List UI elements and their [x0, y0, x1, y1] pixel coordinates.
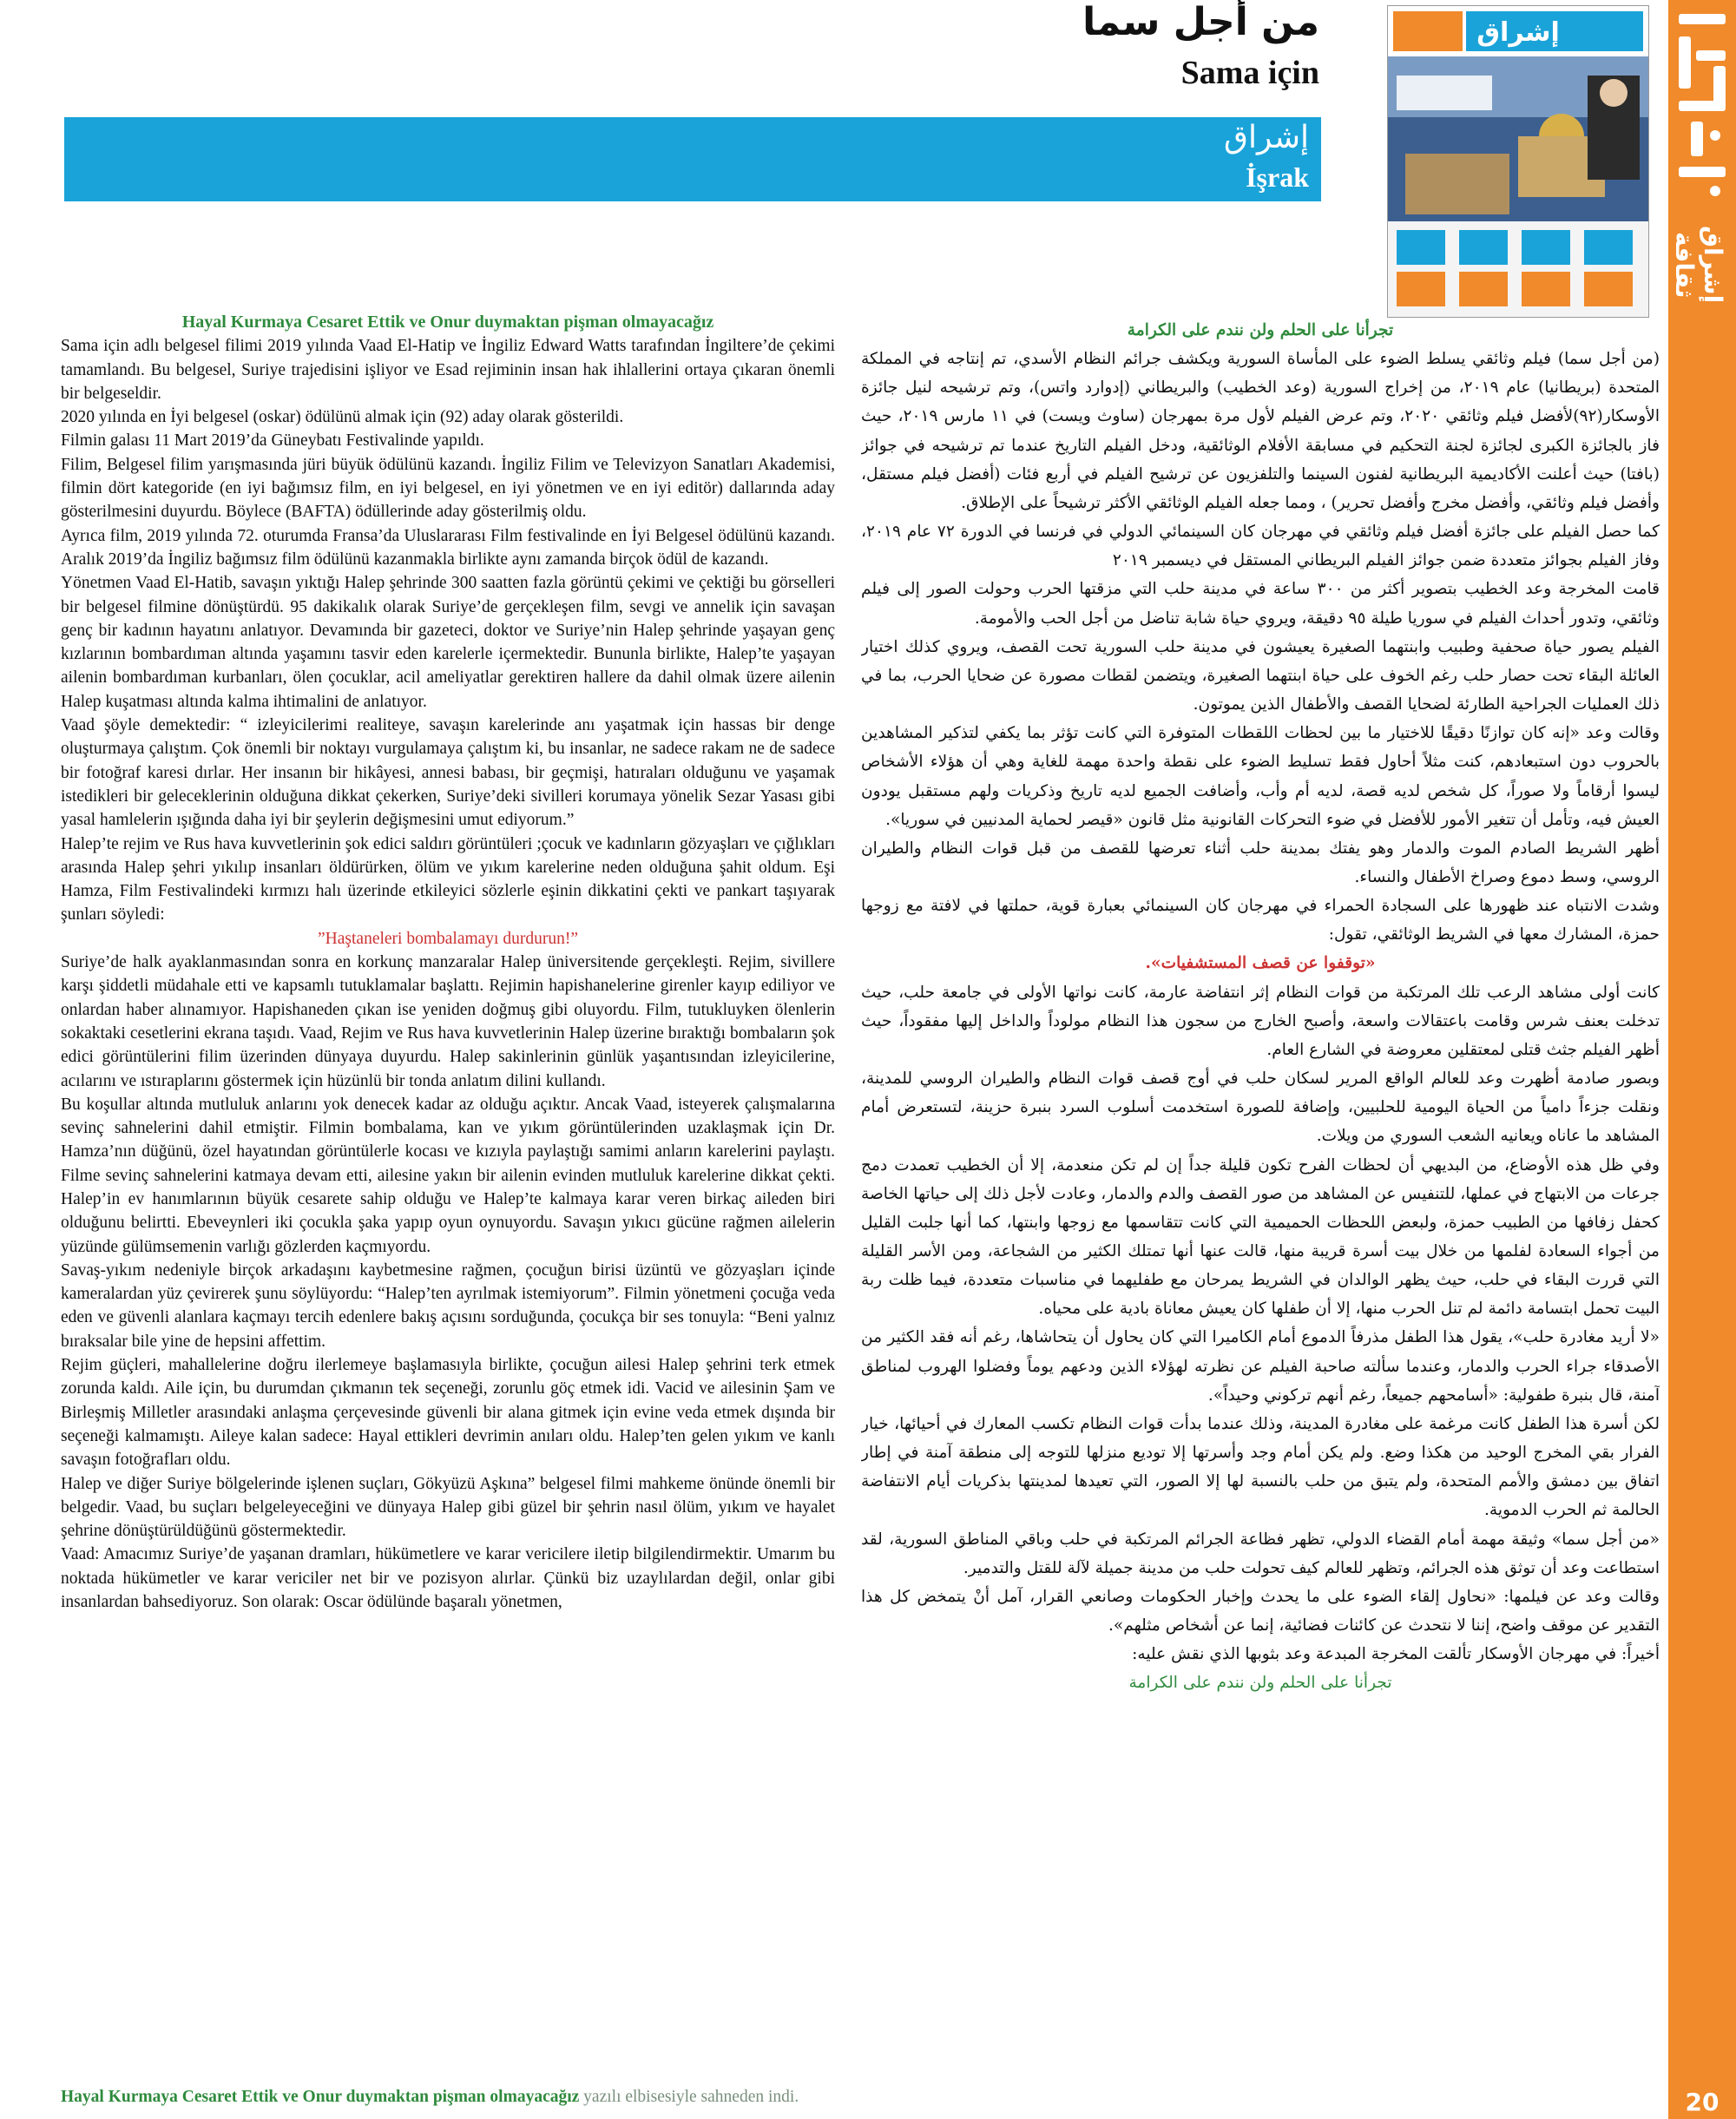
- paragraph: أخيراً: في مهرجان الأوسكار تألقت المخرجة المبدعة وعد بثوبها الذي نقش عليه:: [1132, 1645, 1660, 1664]
- paragraph: Vaad şöyle demektedir: “ izleyicilerimi realiteye, savaşın karelerinde anı yaşatmak için hassas bir denge oluşturmaya çalıştım. Çok önemli bir noktayı vurgulamaya çalıştım ki, bu insanlar, ne sadece rakam ne de sadece bir fotoğraf karesi dırlar. Her insanın bir hikâyesi, annesi babası, bir geçmişi, hatıraları olduğunu ve yaşamak istedikleri bir geleceklerinin olduğuna dikkat çekerken, Suriye’deki sivilleri korumaya yönelik Sezar Yasası gibi yasal hamlelerin ışığında daha iyi bir şeylerin değişmesini umut ediyorum.”: [61, 716, 835, 830]
- paragraph: Yönetmen Vaad El-Hatib, savaşın yıktığı Halep şehrinde 300 saatten fazla görüntü çekimi ve çektiği bu görselleri bir belgesel filmine dönüştürdü. 95 dakikalık olarak Suriye’de gerçekleşen film, sevgi ve annelik için savaşan genç bir kadının hayatını anlatıyor. Devamında bir gazeteci, doktor ve Suriye’nin Halep şehrinde yaşayan genç kızlarının bombardıman altında yaşamını tasvir eden karelerle içermektedir. Bununla birlikte, Halep’te yaşayan ailenin bombardıman kurbanları, ölen çocuklar, acil ameliyatlar gerektiren hallere da dahil olmak üzere ailenin Halep kuşatması altında kalma ihtimalini de anlatıyor.: [61, 574, 835, 711]
- arabic-article-footer: تجرأنا على الحلم ولن نندم على الكرامة: [1128, 1674, 1392, 1693]
- paragraph: وشدت الانتباه عند ظهورها على السجادة الحمراء في مهرجان كان السينمائي بعبارة قوية، حملتها في لافتة مع زوجها حمزة، المشارك معها في الشريط الوثائقي، تقول:: [861, 897, 1660, 944]
- magazine-logo: [1672, 5, 1733, 205]
- article-title-arabic: من أجل سما: [1082, 0, 1319, 44]
- turkish-article-footer: [61, 2088, 835, 2114]
- section-name-arabic: إشراق: [1224, 120, 1309, 155]
- turkish-article-heading: Hayal Kurmaya Cesaret Ettik ve Onur duymaktan pişman olmayacağız: [181, 313, 714, 332]
- paragraph: وقالت وعد «إنه كان توازنًا دقيقًا للاختيار ما بين لحظات اللقطات المتوفرة التي كانت تؤثر بما يكفي لتذكير المشاهدين بالحروب دون استبعادهم، كنت مثلاً أحاول فقط تسليط الضوء على نقطة واحدة مهمة للغاية وهي أن هؤلاء الأشخاص ليسوا أرقاماً ولا صوراً، كل شخص لديه قصة، لديه أم وأب، وأضافت الجميع لديه تاريخ وذكريات ولهم مستقبل يودون العيش فيه، وتأمل أن تتغير الأمور للأفضل في ضوء التحركات القانونية مثل قانون «قيصر لحماية المدنيين في سوريا».: [861, 724, 1660, 829]
- paragraph: Filmin galası 11 Mart 2019’da Güneybatı Festivalinde yapıldı.: [61, 431, 484, 451]
- paragraph: لكن أسرة هذا الطفل كانت مرغمة على مغادرة المدينة، وذلك عندما بدأت قوات النظام تكسب المعارك في أحيائها، خيار الفرار بقي المخرج الوحيد من هكذا وضع. ولم يكن أمام وجد وأسرتها إلا توديع منزلها للتوجه إلى منطقة آمنة في إطار اتفاق بين دمشق والأمم المتحدة، ولم يتبق من حلب بالنسبة لها إلا الصور، التي تعيدها لمدينتها بذكريات أيام الانتفاضة الحالمة ثم الحرب الدموية.: [861, 1414, 1660, 1520]
- paragraph: الفيلم يصور حياة صحفية وطبيب وابنتهما الصغيرة يعيشون في مدينة حلب السورية تحت القصف، ويروي كذلك اختيار العائلة البقاء تحت حصار حلب رغم الخوف على حياة ابنتهما الصغيرة، ويتضمن لقطات مصورة عن ضحايا الحرب، بما في ذلك العمليات الجراحية الطارئة لضحايا القصف والأطفال الذين يموتون.: [861, 637, 1660, 714]
- paragraph: Filim, Belgesel filim yarışmasında jüri büyük ödülünü kazandı. İngiliz Filim ve Televizyon Sanatları Akademisi, filmin dört kategoride (en iyi bağımsız film, en iyi belgesel, en iyi yönetmen ve en iyi editör) dallarında aday gösterilmesini duyurdu. Böylece (BAFTA) ödüllerinde aday gösterilmiş oldu.: [61, 455, 835, 522]
- arabic-article-heading: تجرأنا على الحلم ولن نندم على الكرامة: [1127, 321, 1394, 339]
- paragraph: كما حصل الفيلم على جائزة أفضل فيلم وثائقي في مهرجان كان السينمائي الدولي في فرنسا في الدورة ٧٢ عام ٢٠١٩، وفاز الفيلم بجوائز متعددة ضمن جوائز الفيلم البريطاني المستقل في ديسمبر ٢٠١٩: [861, 523, 1660, 570]
- turkish-article: [61, 311, 835, 2090]
- article-title-turkish: Sama için: [1180, 55, 1319, 91]
- paragraph: Suriye’de halk ayaklanmasından sonra en korkunç manzaralar Halep üniversitende gerçekleşti. Rejim, sivillere karşı şiddetli müdahale etti ve kapsamlı tutuklamalar başlattı. Rejimin hapishanelerine girenler kayıp ediliyor ve onlardan haber alınamıyor. Hapishaneden çıkan ise yeniden doğmuş gibi oluyordu. Film, tutukluyken ölenlerin sokaktaki cesetlerini ekrana taşıdı. Vaad, Rejim ve Rus hava kuvvetlerinin Halep üzerine bıraktığı bombaların şok edici görüntülerini filim üzerinden dünyaya duyurdu. Halep sakinlerinin günlük yaşantısından izleyicilerine, acılarını ve ıstıraplarını göstermek için hüzünlü bir tonda anlatım dilini kullandı.: [61, 953, 835, 1090]
- page-number: 20: [1685, 2088, 1720, 2116]
- paragraph: وفي ظل هذه الأوضاع، من البديهي أن لحظات الفرح تكون قليلة جداً إن لم تكن منعدمة، إلا أن الخطيب تعمدت دمج جرعات من الابتهاج في عملها، للتنفيس عن المشاهد من صور القصف والدم والدمار، وعادت لأجل ذلك إلى حياتها الخاصة كحفل زفافها من الطبيب حمزة، ولبعض اللحظات الحميمية التي كانت تتقاسمها مع زوجها وابنتها، كما أنها جلبت القليل من أجواء السعادة لفلمها من خلال بيت أسرة قريبة منها، قالت عنها أنها تمتلك الكثير من الشجاعة، ومن الأسر القليلة التي قررت البقاء في حلب، حيث يظهر الوالدان في الشريط يمرحان مع طفليهما في مناسبات متعددة، فيما ظلت ربة البيت تحمل ابتسامة دائمة لم تنل الحرب منها، إلا أن طفلها كان يعيش معاناة بادية على محياه.: [861, 1155, 1660, 1319]
- paragraph: Halep ve diğer Suriye bölgelerinde işlenen suçları, Gökyüzü Aşkına” belgesel filmi mahkeme önünde önemli bir belgedir. Vaad, bu suçları belgeleyeceğini ve dünyaya Halep gibi güzel bir şehrin nasıl ölüm, yıkım ve hayalet şehrine dönüştürüldüğünü göstermektedir.: [61, 1474, 835, 1541]
- paragraph: «من أجل سما» وثيقة مهمة أمام القضاء الدولي، تظهر فظاعة الجرائم المرتكبة في حلب وباقي المناطق السورية، لقد استطاعت وعد أن توثق هذه الجرائم، وتظهر للعالم كيف تحولت حلب من مدينة جميلة لآلة للقتل والتدمير.: [861, 1530, 1660, 1577]
- paragraph: (من أجل سما) فيلم وثائقي يسلط الضوء على المأساة السورية ويكشف جرائم النظام الأسدي، تم إنتاجه في المملكة المتحدة (بريطانيا) عام ٢٠١٩، من إخراج السورية (وعد الخطيب) والبريطاني (إدوارد واتس)، وتم ترشيحه لنيل جائزة الأوسكار(٩٢)لأفضل فيلم وثائقي ٢٠٢٠، وتم عرض الفيلم لأول مرة بمهرجان (ساوث ويست) في ١١ مارس ٢٠١٩، حيث فاز بالجائزة الكبرى لجائزة لجنة التحكيم في مسابقة الأفلام الوثائقية، ودخل الفيلم التاريخ عندما تم ترشيحه في جوائز (بافتا) حيث أعلنت الأكاديمية البريطانية لفنون السينما والتلفزيون عن ترشيح الفيلم في أربع فئات (أفضل فيلم مستقل، وأفضل فيلم وثائقي، وأفضل مخرج وأفضل تحرير) ، ومما جعله الفيلم الوثائقي الأكثر ترشيحاً على الإطلاق.: [861, 350, 1660, 512]
- paragraph: Savaş-yıkım nedeniyle birçok arkadaşını kaybetmesine rağmen, çocuğun birisi üzüntü ve gözyaşları içinde kameralardan yüz çevirerek şunu söylüyordu: “Halep’ten ayrılmak istemiyorum”. Filmin yönetmeni çocuğa veda eden ve güvenli alanlara kaçmayı tercih edenlere bakış açısını sorduğunda, çocukça bir ses tonuyla: “Beni yalnız bıraksalar bile yine de hepsini affettim.: [61, 1260, 835, 1351]
- paragraph: Rejim güçleri, mahallelerine doğru ilerlemeye başlamasıyla birlikte, çocuğun ailesi Halep şehrini terk etmek zorunda kaldı. Aile için, bu durumdan çıkmanın tek seçeneği, zorunlu göç etmek idi. Vacid ve ailesinin Şam ve Birleşmiş Milletler arasındaki anlaşma çerçevesinde güvenli bir alana gitmek için evine veda etmek dışında bir seçeneği kalmamıştı. Aileye kalan sadece: Hayal ettikleri devrimin anıları oldu. Halep’ten gelen yıkım ve kanlı savaşın fotoğrafları oldu.: [61, 1356, 835, 1470]
- paragraph: «لا أريد مغادرة حلب»، يقول هذا الطفل مذرفاً الدموع أمام الكاميرا التي كان يحاول أن يتحاشاها، رغم أنه فقد الكثير من الأصدقاء جراء الحرب والدمار، وعندما سألته صاحبة الفيلم عن نظرته لهؤلاء الذين ودعهم يوماً وفضلوا الهروب لمناطق آمنة، قال بنبرة طفولية: «أسامحهم جميعاً، رغم أنهم تركوني وحيداً».: [861, 1328, 1660, 1405]
- paragraph: Vaad: Amacımız Suriye’de yaşanan dramları, hükümetlere ve karar vericilere iletip bilgilendirmektir. Umarım bu noktada hükümetler ve karar vericiler net bir ve pozisyon alırlar. Çünkü biz uzaylılardan değil, onlar gibi insanlardan bahsediyoruz. Son olarak: Oscar ödülünde başaralı yönetmen,: [61, 1545, 835, 1612]
- pull-quote: «توقفوا عن قصف المستشفيات».: [1145, 954, 1376, 973]
- paragraph: قامت المخرجة وعد الخطيب بتصوير أكثر من ٣٠٠ ساعة في مدينة حلب التي مزقتها الحرب وحولت الصور إلى فيلم وثائقي، وتدور أحداث الفيلم في سوريا طيلة ٩٥ دقيقة، ويروي حياة شابة تناضل من أجل الحب والأمومة.: [861, 580, 1660, 628]
- footer-slogan: Hayal Kurmaya Cesaret Ettik ve Onur duymaktan pişman olmayacağız: [61, 2088, 580, 2106]
- section-name-turkish: İşrak: [1246, 161, 1309, 193]
- paragraph: وقالت وعد عن فيلمها: «نحاول إلقاء الضوء على ما يحدث وإخبار الحكومات وصانعي القرار، آمل أنْ يتمخض كل هذا التقدير عن موقف واضح، إننا لا نتحدث عن كائنات فضائية، إنما عن أشخاص مثلهم».: [861, 1587, 1660, 1635]
- magazine-cover-thumbnail: [1387, 5, 1649, 318]
- paragraph: كانت أولى مشاهد الرعب تلك المرتكبة من قوات النظام إثر انتفاضة عارمة، كانت نواتها الأولى في جامعة حلب، حيث تدخلت بعنف شرس وقامت باعتقالات واسعة، وأصبح الخارج من سجون هذا النظام مولوداً والداخل إليها مفقوداً، حيث أظهر الفيلم جثث قتلى لمعتقلين معروضة في الشارع العام.: [861, 983, 1660, 1059]
- paragraph: وبصور صادمة أظهرت وعد للعالم الواقع المرير لسكان حلب في أوج قصف قوات النظام والطيران الروسي للمدينة، ونقلت جزءاً دامياً من الحياة اليومية للحلبيين، وإضافة للصورة استخدمت أسلوب السرد بنبرة حزينة، لتستعرض أمام المشاهد ما عاناه ويعانيه الشعب السوري من ويلات.: [861, 1069, 1660, 1146]
- paragraph: أظهر الشريط الصادم الموت والدمار وهو يفتك بمدينة حلب أثناء تعرضها للقصف من قبل قوات النظام والطيران الروسي، وسط دموع وصراخ الأطفال والنساء.: [861, 839, 1660, 886]
- paragraph: Bu koşullar altında mutluluk anlarını yok denecek kadar az olduğu açıktır. Ancak Vaad, isteyerek çalışmalarına sevinç sahnelerini dahil etmiştir. Filmin bombalama, kan ve yıkım görüntülerinden uzaklaşmak için Dr. Hamza’nın düğünü, özel hayatından görüntülerle kocası ve kızıyla paylaştığı samimi anların karelerini paylaştı. Filme sevinç sahnelerini katmaya devam etti, ailesine yakın bir ailenin evinden mutluluk karelerine dikkat çekti. Halep’in ev hanımlarının büyük cesarete sahip olduğu ve Halep’te kalmaya karar veren birkaç aileden biri olduğunu belirtti. Ebeveynleri iki çocukla şaka yapıp oyun oynuyordu. Savaşın yıkıcı gücüne rağmen ailelerin yüzünde gülümsemenin varlığı gözlerden kaçmıyordu.: [61, 1095, 835, 1256]
- side-vertical-label: إشراق ثقافة: [1670, 226, 1727, 304]
- footer-text: yazılı elbisesiyle sahneden indi.: [583, 2088, 799, 2106]
- paragraph: Halep’te rejim ve Rus hava kuvvetlerinin şok edici saldırı görüntüleri ;çocuk ve kadınların gözyaşları ve çığlıkları arasında Halep şehri yıkılıp insanları öldürürken, ölüm ve yıkım karelerine neden olduğuna şahit oldum. Eşi Hamza, Film Festivalindeki kırmızı halı üzerinde etkileyici sözlerle eşinin dikkatini çekti ve pankart taşıyarak şunları söyledi:: [61, 834, 835, 925]
- paragraph: Sama için adlı belgesel filimi 2019 yılında Vaad El-Hatip ve İngiliz Edward Watts tarafından İngiltere’de çekimi tamamlandı. Bu belgesel, Suriye trajedisini işliyor ve Esad rejiminin insan hak ihlallerini ortaya çıkaran önemli bir belgeseldir.: [61, 337, 835, 403]
- paragraph: 2020 yılında en İyi belgesel (oskar) ödülünü almak için (92) aday olarak gösterildi.: [61, 408, 624, 427]
- pull-quote: ”Haştaneleri bombalamayı durdurun!”: [318, 929, 578, 948]
- paragraph: Ayrıca film, 2019 yılında 72. oturumda Fransa’da Uluslararası Film festivalinde en İyi Belgesel ödülünü kazandı. Aralık 2019’da İngiliz bağımsız film ödülünü kazanmakla birlikte aynı zamanda birçok ödül de kazandı.: [61, 526, 835, 569]
- arabic-article: [861, 316, 1660, 2113]
- cover-logo-text: إشراق: [1476, 17, 1560, 48]
